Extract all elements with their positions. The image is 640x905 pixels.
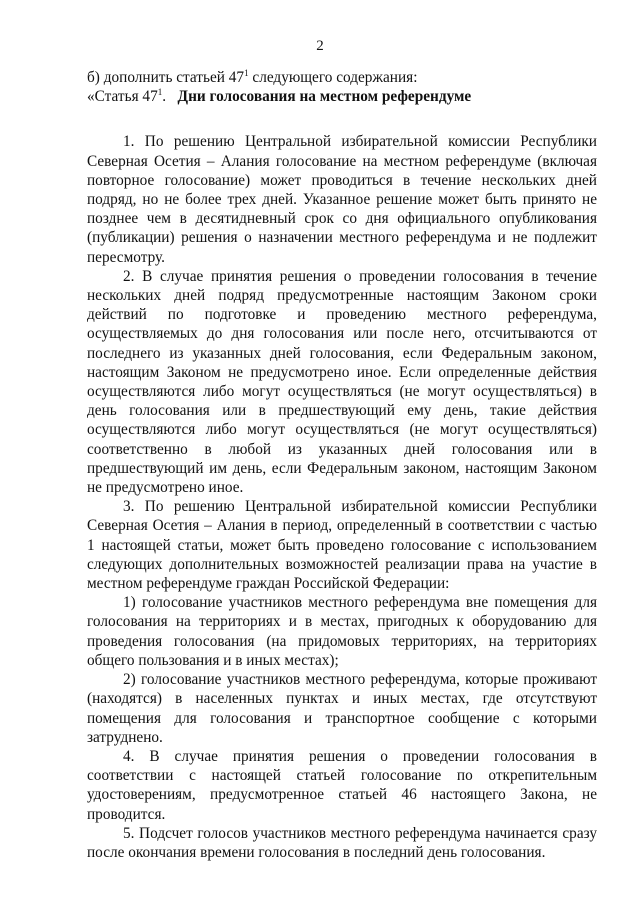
paragraph-5: 5. Подсчет голосов участников местного референдума начинается сразу после окончания времени голосования в последний день голосования. — [87, 824, 597, 861]
document-body — [87, 68, 597, 862]
paragraph-1: 1. По решению Центральной избирательной комиссии Республики Северная Осетия – Алания голосование на местном референдуме (включая повторное голосование) может проводиться в течение нескольких дней подряд, но не более трех дней. Указанное решение может быть принято не позднее чем в десятидневный срок со дня официального опубликования (публикации) решения о назначении местного референдума и не подлежит пересмотру. — [87, 133, 597, 266]
page-number: 2 — [316, 38, 324, 54]
article-label: «Статья 47 — [87, 88, 158, 106]
paragraph-4: 4. В случае принятия решения о проведении голосования в соответствии с настоящей статьей голосование по открепительным удостоверениям, предусмотренное статьей 46 настоящего Закона, не проводится. — [87, 747, 597, 823]
article-label-dot: . — [162, 88, 167, 106]
article-title: Дни голосования на местном референдуме — [177, 88, 472, 106]
article-heading — [87, 87, 597, 106]
paragraph-3-item-1: 1) голосование участников местного референдума вне помещения для голосования на территориях и в местах, пригодных к оборудованию для проведения голосования (на придомовых территориях, на территориях общего пользования и в иных местах); — [87, 594, 597, 669]
amendment-line — [87, 68, 597, 87]
amendment-prefix: б) дополнить статьей 47 — [87, 69, 245, 86]
paragraph-3: 3. По решению Центральной избирательной комиссии Республики Северная Осетия – Алания в период, определенный в соответствии с частью 1 настоящей статьи, может быть проведено голосование с использованием следующих дополнительных возможностей реализации права на участие в местном референдуме граждан Российской Федерации: — [87, 498, 597, 593]
article-superscript: 1 — [157, 87, 163, 98]
amendment-superscript: 1 — [244, 67, 249, 78]
paragraph-3-item-2: 2) голосование участников местного референдума, которые проживают (находятся) в населенных пунктах и иных местах, где отсутствуют помещения для голосования и транспортное сообщение с которыми затруднено. — [87, 671, 597, 746]
amendment-suffix: следующего содержания: — [248, 69, 418, 86]
paragraph-2: 2. В случае принятия решения о проведении голосования в течение нескольких дней подряд предусмотренные настоящим Законом сроки действий по подготовке и проведению местного референдума, осуществляемых до дня голосования или после него, отсчитываются от последнего из указанных дней голосования, если Федеральным законом, настоящим Законом не предусмотрено иное. Если определенные действия осуществляются либо могут осуществляться (не могут осуществляться) в день голосования или в предшествующий ему день, такие действия осуществляются либо могут осуществляться (не могут осуществляться) соответственно в любой из указанных дней голосования или в предшествующий им день, если Федеральным законом, настоящим Законом не предусмотрено иное. — [87, 267, 597, 497]
